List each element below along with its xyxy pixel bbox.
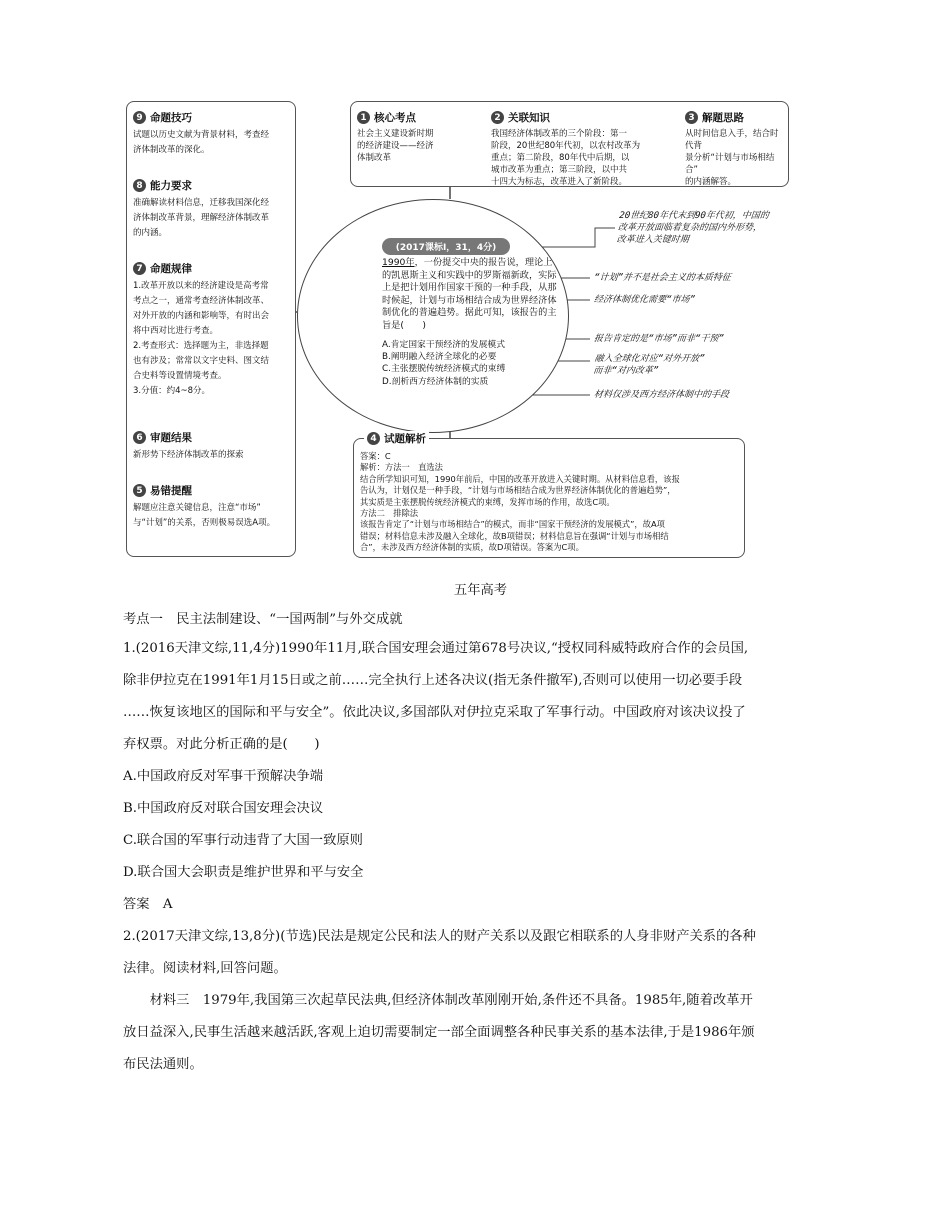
handwritten-note-4: 报告肯定的是“市场”而非“干预” (593, 334, 725, 344)
section-title: 审题结果 (150, 432, 192, 444)
section-title: 命题技巧 (150, 112, 192, 124)
option-d: D.剖析西方经济体制的实质 (382, 376, 489, 387)
section-title: 能力要求 (150, 180, 192, 192)
handwritten-note-2: “计划”并不是社会主义的本质特征 (593, 273, 732, 283)
section-number-icon: 3 (685, 111, 698, 124)
section-mingti-guilv (133, 261, 291, 399)
material-three-line: 布民法通则。 (123, 1057, 203, 1072)
question-text: ，一份提交中央的报告说，理论上的凯恩斯主义和实践中的罗斯福新政，实际上是把计划用作国家干预的一种手段，从那时候起，计划与市场相结合成为世界经济体制优化的普遍趋势。据此可知，该报告的主旨是( ) (382, 257, 557, 331)
q1-line: 1.(2016天津文综,11,4分)1990年11月,联合国安理会通过第678号决议,“授权同科威特政府合作的会员国, (123, 641, 749, 656)
section-yicuo-tixing (133, 483, 291, 531)
section-body: 社会主义建设新时期 的经济建设——经济 体制改革 (357, 129, 434, 163)
section-title: 关联知识 (508, 112, 550, 124)
section-body: 解题应注意关键信息，注意“市场” 与“计划”的关系，否则极易误选A项。 (133, 503, 276, 528)
section-body: 1.改革开放以来的经济建设是高考常 考点之一，通常考查经济体制改革、 对外开放的内涵和影响等，有时出会 将中西对比进行考查。 2.考查形式：选择题为主，非选择题 也有涉及；常常以文字史料、图文结 合史料等设置情境考查。 3.分值：约4~8分。 (133, 281, 270, 396)
q1-line: ……恢复该地区的国际和平与安全”。依此决议,多国部队对伊拉克采取了军事行动。中国政府对该决议投了 (123, 705, 746, 720)
q1-line: 弃权票。对此分析正确的是( ) (123, 737, 320, 752)
section-jieti-silu (685, 110, 785, 188)
question-stem (382, 257, 557, 332)
analysis-diagram (120, 97, 800, 567)
document-body (123, 575, 838, 1081)
q1-answer: 答案 A (123, 897, 173, 912)
answer-analysis-panel (353, 433, 745, 558)
section-heading: 五年高考 (453, 583, 508, 598)
section-body: 新形势下经济体制改革的探索 (133, 450, 244, 460)
option-b: B.阐明融入经济全球化的必要 (382, 352, 497, 363)
top-info-panel (350, 101, 789, 187)
q1-option-c: C.联合国的军事行动违背了大国一致原则 (123, 833, 363, 848)
section-body: 试题以历史文献为背景材料，考查经 济体制改革的深化。 (133, 130, 270, 155)
kaodian-title: 考点一 民主法制建设、“一国两制”与外交成就 (123, 612, 403, 627)
q1-option-b: B.中国政府反对联合国安理会决议 (123, 801, 324, 816)
section-mingti-jiqiao (133, 110, 291, 158)
section-hexin-kaodian (357, 110, 477, 164)
section-number-icon: 5 (133, 484, 146, 497)
section-nengli-yaoqiu (133, 178, 291, 241)
question-options (382, 339, 562, 388)
q2-line: 法律。阅读材料,回答问题。 (123, 961, 287, 976)
section-body: 准确解读材料信息，迁移我国深化经 济体制改革背景，理解经济体制改革 的内涵。 (133, 198, 270, 238)
q1-option-a: A.中国政府反对军事干预解决争端 (123, 769, 323, 784)
section-title: 核心考点 (374, 112, 416, 124)
left-tips-panel (126, 101, 296, 557)
section-number-icon: 2 (491, 111, 504, 124)
section-title: 试题解析 (384, 433, 426, 445)
handwritten-note-6: 材料仅涉及西方经济体制中的手段 (593, 390, 730, 400)
material-three-line: 材料三 1979年,我国第三次起草民法典,但经济体制改革刚刚开始,条件还不具备。1985年,随着改革开 (149, 993, 753, 1008)
section-body: 我国经济体制改革的三个阶段：第一 阶段，20世纪80年代初，以农村改革为 重点；第二阶段，80年代中后期，以 城市改革为重点；第三阶段，以中共 十四大为标志，改革进入了新阶段。 (491, 129, 641, 187)
section-title: 解题思路 (702, 112, 744, 124)
section-guanlian-zhishi (491, 110, 671, 188)
section-shenti-jieguo (133, 430, 291, 463)
handwritten-note-1: 20世纪80年代末到90年代初，中国的 改革开放面临着复杂的国内外形势， 改革进入关键时期 (616, 211, 770, 245)
q1-line: 除非伊拉克在1991年1月15日或之前……完全执行上述各决议(指无条件撤军),否则可以使用一切必要手段 (123, 673, 742, 688)
section-number-icon: 9 (133, 111, 146, 124)
material-three-line: 放日益深入,民事生活越来越活跃,客观上迫切需要制定一部全面调整各种民事关系的基本法律,于是1986年颁 (123, 1025, 755, 1040)
option-a: A.肯定国家干预经济的发展模式 (382, 340, 506, 350)
handwritten-note-3: 经济体制优化需要“市场” (593, 295, 696, 305)
section-title: 易错提醒 (150, 485, 192, 497)
handwritten-note-5: 融入全球化对应“对外开放” 而非“对内改革” (592, 354, 705, 376)
section-number-icon: 6 (133, 431, 146, 444)
section-number-icon: 8 (133, 179, 146, 192)
section-number-icon: 7 (133, 262, 146, 275)
section-number-icon: 4 (367, 432, 380, 445)
q1-option-d: D.联合国大会职责是维护世界和平与安全 (123, 865, 364, 880)
section-body: 从时间信息入手，结合时代背 景分析“计划与市场相结合” 的内涵解答。 (685, 129, 779, 187)
option-c: C.主张摆脱传统经济模式的束缚 (382, 364, 506, 375)
analysis-body: 答案：C 解析：方法一 直选法 结合所学知识可知，1990年前后，中国的改革开放进入关键时期。从材料信息看，该报 告认为，计划仅是一种手段，“计划与市场相结合成为世界经济体制优化的普遍趋势”， 其实质是主张摆脱传统经济模式的束缚，发挥市场的作用，故选C项。 方法二 排除法 该报告肯定了“计划与市场相结合”的模式，而非“国家干预经济的发展模式”，故A项 错误；材料信息未涉及融入全球化，故B项错误；材料信息旨在强调“计划与市场相结 合”，未涉及西方经济体制的实质，故D项错误。答案为C项。 (360, 451, 680, 553)
question-source-tag: (2017课标Ⅰ，31，4分) (382, 238, 510, 255)
question-year: 1990年 (382, 257, 415, 268)
section-number-icon: 1 (357, 111, 370, 124)
section-title: 命题规律 (150, 263, 192, 275)
q2-line: 2.(2017天津文综,13,8分)(节选)民法是规定公民和法人的财产关系以及跟它相联系的人身非财产关系的各种 (123, 929, 756, 944)
